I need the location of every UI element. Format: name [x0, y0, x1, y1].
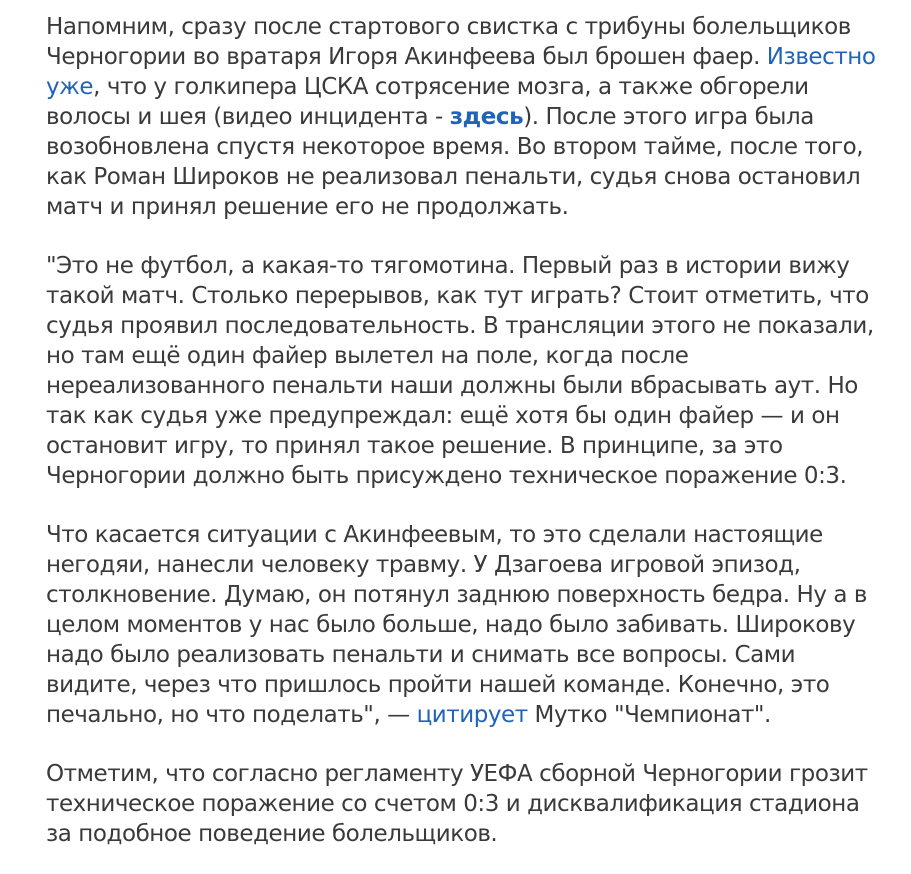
paragraph-1-text-c: ). После этого игра была возобновлена спустя некоторое время. Во втором тайме, после того, как Роман Широков не реализовал пенальти, судья снова остановил матч и принял решение его не продолжать.	[46, 104, 864, 220]
link-known-already[interactable]: Известно уже	[46, 44, 876, 100]
paragraph-3-text-a: Что касается ситуации с Акинфеевым, то это сделали настоящие негодяи, нанесли человеку травму. У Дзагоева игровой эпизод, столкновение. Думаю, он потянул заднюю поверхность бедра. Ну а в целом моментов у нас было больше, надо было забивать. Широкову надо было реализовать пенальти и снимать все вопросы. Сами видите, через что пришлось пройти нашей команде. Конечно, это печально, но что поделать", —	[46, 522, 867, 728]
link-cites[interactable]: цитирует	[416, 702, 528, 728]
paragraph-1-text-a: Напомним, сразу после стартового свистка с трибуны болельщиков Черногории во вратаря Игоря Акинфеева был брошен фаер.	[46, 14, 851, 70]
paragraph-3-text-b: Мутко "Чемпионат".	[527, 702, 771, 728]
paragraph-2: "Это не футбол, а какая-то тягомотина. Первый раз в истории вижу такой матч. Столько перерывов, как тут играть? Стоит отметить, что судья проявил последовательность. В трансляции этого не показали, но там ещё один файер вылетел на поле, когда после нереализованного пенальти наши должны были вбрасывать аут. Но так как судья уже предупреждал: ещё хотя бы один файер — и он остановит игру, то принял такое решение. В принципе, за это Черногории должно быть присуждено техническое поражение 0:3.	[46, 253, 874, 489]
link-here[interactable]: здесь	[449, 104, 524, 130]
paragraph-1-text-b: , что у голкипера ЦСКА сотрясение мозга, а также обгорели волосы и шея (видео инцидента -	[46, 74, 809, 130]
paragraph-3	[46, 520, 881, 730]
paragraph-1	[46, 12, 881, 222]
paragraph-4: Отметим, что согласно регламенту УЕФА сборной Черногории грозит техническое поражение со счетом 0:3 и дисквалификация стадиона за подобное поведение болельщиков.	[46, 761, 868, 847]
